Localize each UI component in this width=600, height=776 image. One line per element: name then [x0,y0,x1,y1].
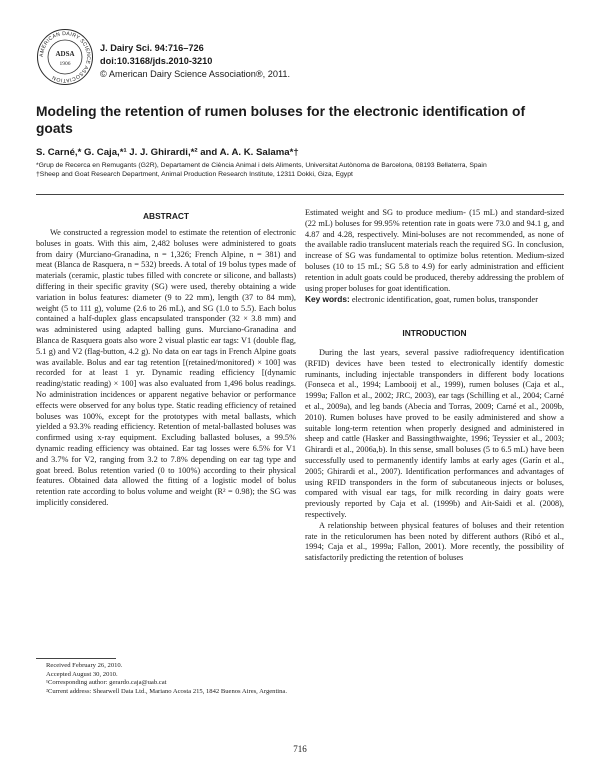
affiliations [36,161,566,179]
introduction-paragraph-1: During the last years, several passive radiofrequency identification (RFID) devices have been tested to electronically identify domestic ruminants, including injectable transponders in different body locations (Fonseca et al., 1994; Lambooij et al., 1999), rumen boluses (Caja et al., 1999a; Fallon et al., 2002; JRC, 2003), ear tags (Schilling et al., 2004; Carné et al., 2009a), and leg bands (Abecia and Torras, 2009; Carné et al., 2009b, 2010). Rumen boluses have proved to be easily administered and show a suitable long-term retention when properly designed and administered in sheep and cattle (Hasker and Bassingthwaighte, 1996; Teyssier et al., 2003; Ghirardi et al., 2006a,b). In this sense, small boluses (5 to 6.5 mL) have been successfully used to permanently identify lambs at early ages (Garín et al., 2005; Ghirardi et al., 2007). Identification performances and advantages of using RFID transponders in the form of subcutaneous injects or boluses, compared with visual ear tags, for milk recording in dairy goats were previously reported by Caja et al. (1999b) and Ait-Saidi et al. (2008), respectively. [305,347,564,519]
author-list: S. Carné,* G. Caja,*¹ J. J. Ghirardi,*² and A. A. K. Salama*† [36,147,299,158]
header-divider [36,194,564,195]
footnote-received: Received February 26, 2010. [46,662,123,669]
journal-doi[interactable]: doi:10.3168/jds.2010-3210 [100,56,213,66]
footnote-corresponding-author: ¹Corresponding author: gerardo.caja@uab.cat [46,679,167,687]
right-column [305,208,564,564]
footnote-divider [36,658,116,659]
introduction-heading: INTRODUCTION [402,328,467,339]
affiliation-2: †Sheep and Goat Research Department, Animal Production Research Institute, 12311 Dokki, Giza, Egypt [36,171,353,178]
keywords [305,294,564,306]
abstract-text: We constructed a regression model to estimate the retention of electronic boluses in goats. With this aim, 2,482 boluses were administered to goats from dairy (Murciano-Granadina, n = 1,326; French Alpine, n = 381) and meat (Blanca de Rasquera, n = 532) breeds. A total of 19 bolus types made of materials (ceramic, plastic tubes filled with concrete or silicone, and ballasts) differing in their specific gravity (SG) were used, thereby obtaining a wide variation in bolus features: diameter (9 to 22 mm), length (37 to 84 mm), weight (5 to 111 g), volume (2.6 to 26 mL), and SG (1.0 to 5.5). Each bolus contained a half-duplex glass encapsulated transponder (32 × 3.8 mm) and was administered using adapted balling guns. Murciano-Granadina and Blanca de Rasquera goats also wore 2 visual plastic ear tags: V1 (double flag, 5.1 g) and V2 (flag-button, 4.2 g). No data on ear tags in French Alpine goats was available. Bolus and ear tag retention [(retained/monitored) × 100] was recorded for at least 1 yr. Dynamic reading efficiency [(dynamic reading/static reading) × 100] was also evaluated from 1,496 bolus readings. No administration incidences or apparent negative behavior or performance effects were observed for any bolus type. Static reading efficiency of retained boluses was 100%, except for the prototypes with metal ballasts, which yielded a 93.3% reading efficiency. Retention of metal-ballasted boluses was confirmed using x-ray equipment. Excluding ballasted boluses, a 99.5% dynamic reading efficiency was obtained. Ear tag losses were 6.5% for V1 and 3.7% for V2, ranging from 3.2 to 7.8% depending on ear tag type and goat breed. Bolus retention varied (0 to 100%) according to their physical features. Obtained data allowed the fitting of a logistic model of bolus retention rate according to bolus volume and weight (R² = 0.98); the SG was implicitly considered. [36,228,296,507]
journal-info [100,42,290,81]
association-seal-icon [36,28,94,86]
abstract-heading: ABSTRACT [142,211,190,221]
keywords-list: electronic identification, goat, rumen bolus, transponder [351,295,538,305]
introduction-paragraph-2: A relationship between physical features of boluses and their retention rate in the reticulorumen has been noted by different authors (Ribó et al., 1994; Caja et al., 1999a; Fallon, 2001). More recently, the possibility of satisfactorily predicting the retention of boluses [305,520,564,563]
page-number: 716 [293,744,307,754]
keywords-label: Key words: [305,294,350,305]
svg-text:ADSA: ADSA [55,50,75,58]
footnote-current-address: ²Current address: Shearwell Data Ltd., Mariano Acosta 215, 1842 Buenos Aires, Argentina. [46,687,288,695]
affiliation-1: *Grup de Recerca en Remugants (G2R), Departament de Ciència Animal i dels Aliments, Universitat Autònoma de Barcelona, 08193 Bellaterra, Spain [36,162,487,169]
svg-text:1906: 1906 [59,61,71,67]
abstract-continued-text: Estimated weight and SG to produce medium- (15 mL) and standard-sized (22 mL) boluses for 99.95% retention rate in goats were 73.0 and 94.1 g, and 4.87 and 4.28, respectively. Mini-boluses are not recommended, as none of the available radio translucent materials reach the required SG. In conclusion, increase of SG was fundamental to optimize bolus retention. Medium-sized boluses (10 to 15 mL; SG 5.8 to 4.9) for early administration and efficient retention in adult goats could be produced, thereby addressing the problem of using proper boluses for goat identification. [305,208,564,293]
footnotes [36,662,298,696]
footnote-accepted: Accepted August 30, 2010. [46,670,118,678]
journal-copyright: © American Dairy Science Association®, 2011. [100,69,291,79]
svg-text:AMERICAN DAIRY SCIENCE ASSOCIA: AMERICAN DAIRY SCIENCE ASSOCIATION [38,30,92,84]
journal-citation: J. Dairy Sci. 94:716–726 [100,43,204,53]
abstract-left-column [36,228,296,509]
article-title: Modeling the retention of rumen boluses for the electronic identification of goats [36,104,526,136]
